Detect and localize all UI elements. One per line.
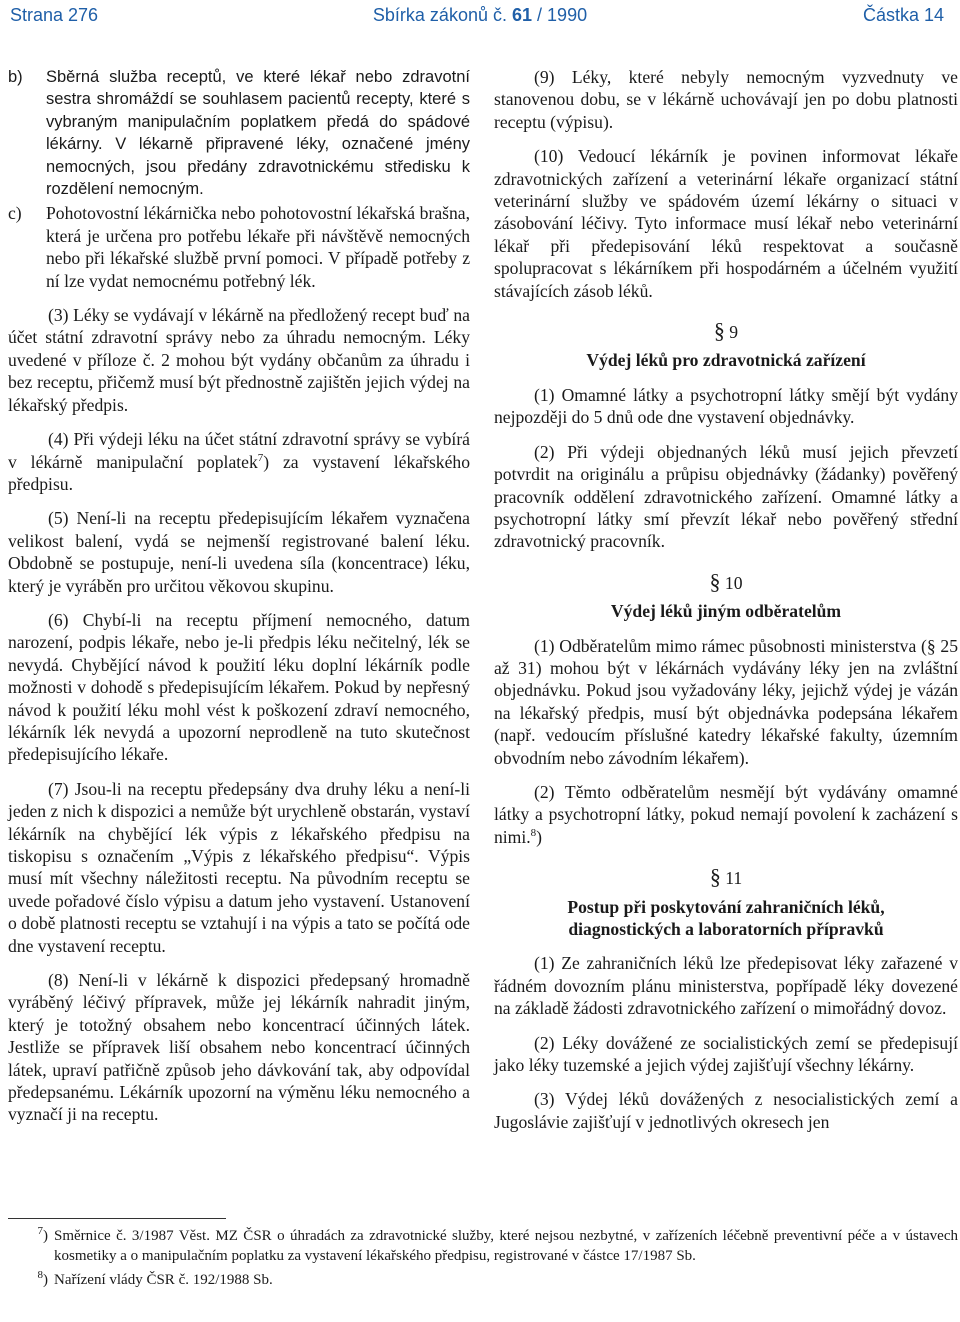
paragraph-4 [8, 428, 470, 495]
section-symbol: § [709, 568, 721, 594]
footnote-7-text: Směrnice č. 3/1987 Věst. MZ ČSR o úhradách za zdravotnické služby, které nejsou nezbytné, v zařízeních léčebně preventivní péče a v ústavech kosmetiky a o manipulačním poplatku za vystavení lékařského předpisu, registrované v částce 17/1987 Sb. [54, 1228, 958, 1264]
item-c [8, 202, 470, 292]
paragraph-7: (7) Jsou-li na receptu předepsány dva druhy léku a není-li jeden z nich k dispozici a nemůže být urychleně obstarán, vystaví lékárník na chybějící lék výpis z lékařského předpisu na tiskopisu s označením „Výpis z lékařského předpisu“. Výpis musí mít všechny náležitosti receptu. Na původním receptu se uvede pořadové číslo výpisu a datum jeho vystavení. Ustanovení o době platnosti receptu se vztahují i na výpis a tato se počítá ode dne vystavení receptu. [8, 778, 470, 956]
section-11-paragraph-3: (3) Výdej léků dovážených z nesocialistických zemí a Jugoslávie zajišťují v jednotlivých okresech jen [494, 1089, 958, 1132]
section-11-heading [494, 866, 958, 889]
section-11-paragraph-2: (2) Léky dovážené ze socialistických zemí se předepisují jako léky tuzemské a jejich výdej zajišťují všechny lékárny. [494, 1032, 958, 1076]
right-column [494, 66, 958, 1133]
footnote-ref-8[interactable]: 8 [530, 826, 537, 839]
section-symbol: § [709, 864, 721, 890]
item-b-text: Sběrná služba receptů, ve které lékař nebo zdravotní sestra shromáždí se souhlasem pacientů recepty, které s vybraným manipulačním poplatkem předá do spádové lékárny. V lékarně připravené léky, označené jmény nemocných, jsou předány zdravotnickému středisku k rozdělení nemocným. [46, 68, 470, 199]
paragraph-8: (8) Není-li v lékárně k dispozici předepsaný hromadně vyráběný léčivý přípravek, může jej lékárník nahradit jiným, který je totožný obsahem nebo koncentrací účinných látek. Jestliže se přípravek liší obsahem nebo koncentrací účinných látek, upraví patřičně způsob jeho dávkování tak, aby odpovídal předepsanému. Lékárník upozorní na výměnu léku nemocného a vyznačí ji na receptu. [8, 970, 470, 1125]
section-9-paragraph-2: (2) Při výdeji objednaných léků musí jejich převzetí potvrdit na originálu a průpisu objednávky (žádanky) pověřený pracovník oddělení zdravotnického zařízení. Omamné látky a psychotropní látky smí převzít lékař nebo pověřený střední zdravotnický pracovník. [494, 441, 958, 552]
law-year: / 1990 [537, 5, 588, 25]
footnote-8-text: Nařízení vlády ČSR č. 192/1988 Sb. [54, 1272, 273, 1288]
collection-title [0, 5, 960, 26]
section-10-paragraph-2-tail: ) [536, 826, 543, 847]
section-number: 10 [724, 572, 743, 593]
section-10-title: Výdej léků jiným odběratelům [610, 601, 842, 622]
footnote-divider [8, 1218, 226, 1219]
paragraph-5: (5) Není-li na receptu předepisujícím lékařem vyznačena velikost balení, vydá se nejmenší registrované balení léku. Obdobně se postupuje, není-li uvedena síla (koncentrace) léku, který je vyráběn pro určitou věkovou skupinu. [8, 508, 470, 596]
item-c-text: Pohotovostní lékárnička nebo pohotovostní lékařská brašna, která je určena pro potřebu lékaře při návštěvě nemocných nebo při lékařské službě první pomoci. V případě potřeby z ní lze vydat nemocnému potřebný lék. [46, 203, 470, 291]
paragraph-4-text: (4) Při výdeji léku na účet státní zdravotní správy se vybírá v lékárně manipulační poplatek [8, 429, 470, 472]
footnote-8-number: 8 [37, 1269, 43, 1281]
section-number: 11 [725, 868, 743, 889]
paragraph-4-tail: ) za vystavení lékařského předpisu. [8, 451, 470, 494]
section-9-heading [494, 320, 958, 343]
section-10-paragraph-2-text: (2) Těmto odběratelům nesmějí být vydávány omamné látky a psychotropní látky, pokud nemají povolení k zacházení s nimi. [494, 781, 958, 847]
footnote-7-mark: $^7$) [37, 1225, 48, 1244]
section-11-title-line-2: diagnostických a laboratorních přípravků [568, 919, 884, 939]
footnote-ref-7[interactable]: 7 [257, 451, 264, 464]
footnote-8 [8, 1270, 958, 1290]
item-b-label: b) [8, 68, 23, 86]
section-9-paragraph-1: (1) Omamné látky a psychotropní látky smějí být vydány nejpozději do 5 dnů ode dne vystavení objednávky. [494, 384, 958, 428]
footnotes [8, 1226, 958, 1294]
section-11-title [494, 896, 958, 941]
paragraph-6: (6) Chybí-li na receptu příjmení nemocného, datum narození, podpis lékaře, nebo je-li předpis léku nečitelný, lék se nevydá. Chybějící návod k použití léku doplní lékárník podle možnosti v dohodě s předepisujícím lékařem. Pokud by nepřesný návod k použití léku mohl vést k poškození zdraví nemocného, lékárník lék nevydá a upozorní neprodleně na tuto skutečnost předepisujícího lékaře. [8, 609, 470, 765]
section-9-title: Výdej léků pro zdravotnická zařízení [586, 350, 866, 371]
part-number: Částka 14 [862, 5, 944, 25]
law-number: 61 [512, 5, 533, 25]
footnote-7 [8, 1226, 958, 1266]
section-number: 9 [729, 322, 739, 343]
collection-label: Sbírka zákonů č. [372, 5, 507, 25]
page-header [0, 0, 960, 32]
left-column [8, 66, 470, 1126]
item-b [8, 66, 470, 200]
item-c-label: c) [8, 203, 22, 224]
paragraph-9: (9) Léky, které nebyly nemocným vyzvednuty ve stanovenou dobu, se v lékárně uchovávají jen po dobu platnosti receptu (výpisu). [494, 67, 958, 132]
section-10-heading [494, 568, 958, 594]
section-11-paragraph-1: (1) Ze zahraničních léků lze předepisovat léky zařazené v řádném dovozním plánu ministerstva, popřípadě léky dovezené na základě žádosti zdravotnického zařízení o mimořádný dovoz. [494, 953, 958, 1019]
page-number: Strana 276 [10, 5, 99, 25]
section-10-paragraph-1: (1) Odběratelům mimo rámec působnosti ministerstva (§ 25 až 31) mohou být v lékárnách vydávány léky jen na zvláštní objednávku. Pokud jsou vyžadovány léky, jejichž výdej je vázán na lékařský předpis, musí být objednávka podepsána lékařem (např. vedoucím příslušné katedry lékařské fakulty, územním obvodním nebo závodním lékařem). [494, 635, 958, 768]
footnote-8-mark: $^8$) [37, 1269, 48, 1288]
footnote-7-number: 7 [37, 1225, 43, 1237]
section-symbol: § [713, 318, 725, 344]
section-10-paragraph-2 [494, 781, 958, 848]
paragraph-10: (10) Vedoucí lékárník je povinen informovat lékaře zdravotnických zařízení a veterinární lékaře organizací státní veterinární služby ve spádovém území lékárny o situaci v zásobování léčivy. Tyto informace musí lékař nebo veterinární lékař při předepisování léků respektovat a současně spolupracovat s lékárníkem při hospodárném a účelném využití stávajících zásob léků. [494, 146, 958, 301]
paragraph-3: (3) Léky se vydávají v lékárně na předložený recept buď na účet státní zdravotní správy nebo za úhradu nemocným. Léky uvedené v příloze č. 2 mohou být vydány občanům za úhradu i bez receptu, přičemž musí být přednostně zajištěn jejich výdej na lékařský předpis. [8, 305, 470, 415]
section-11-title-line-1: Postup při poskytování zahraničních léků, [567, 896, 885, 917]
